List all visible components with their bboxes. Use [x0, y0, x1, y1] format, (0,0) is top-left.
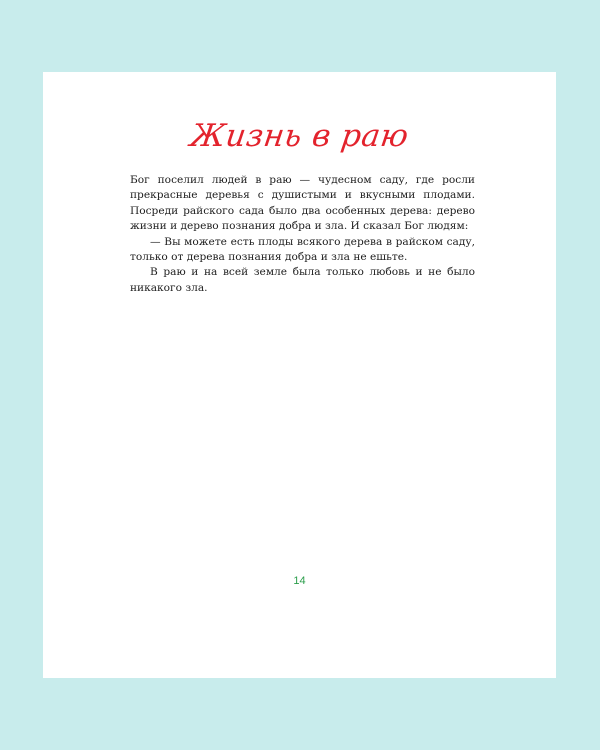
page-number: 14: [293, 575, 306, 587]
page-title: Жизнь в раю: [188, 118, 411, 154]
paragraph-2: — Вы можете есть плоды всякого дерева в райском саду, только от дерева познания добра и зла не ешьте.: [130, 235, 475, 264]
paragraph-1: Бог поселил людей в раю — чудесном саду, где росли прекрасные деревья с душистыми и вкусными плодами. Посреди райского сада было два особенных дерева: дерево жизни и дерево познания добра и зла. И сказал Бог людям:: [130, 174, 475, 233]
paragraph-3: В раю и на всей земле была только любовь и не было никакого зла.: [130, 266, 475, 294]
story-text: [130, 173, 475, 296]
book-page: [43, 72, 556, 678]
